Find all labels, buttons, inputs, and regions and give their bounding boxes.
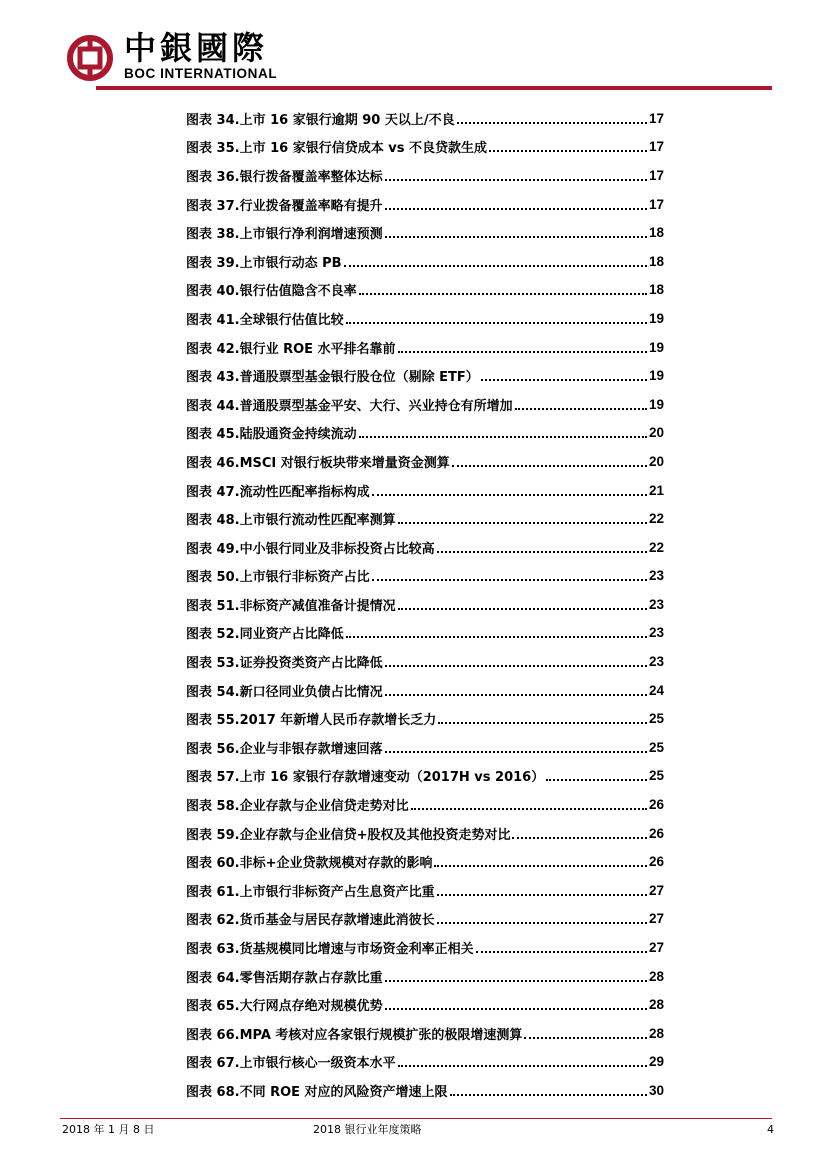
toc-entry-page: 17	[648, 139, 664, 155]
toc-entry-title: 普通股票型基金银行股仓位（剔除 ETF）	[239, 370, 479, 386]
toc-entry[interactable]	[186, 476, 664, 505]
toc-entry-page: 27	[648, 911, 664, 927]
page-header	[0, 0, 827, 96]
toc-entry-title: 陆股通资金持续流动	[239, 427, 357, 443]
toc-entry[interactable]	[186, 447, 664, 476]
toc-entry-label: 图表 66.	[186, 1027, 240, 1043]
toc-entry-title: 同业资产占比降低	[239, 627, 344, 643]
toc-dot-leader	[346, 635, 647, 638]
toc-entry-page: 26	[648, 854, 664, 870]
toc-entry-page: 28	[648, 997, 664, 1013]
toc-dot-leader	[385, 693, 647, 696]
toc-entry-page: 23	[648, 568, 664, 584]
toc-entry-title: 非标资产减值准备计提情况	[239, 598, 396, 614]
toc-entry-title: 证券投资类资产占比降低	[239, 656, 383, 672]
toc-entry-title: 流动性匹配率指标构成	[239, 484, 370, 500]
header-divider	[96, 86, 772, 90]
toc-dot-leader	[344, 264, 647, 267]
toc-entry-page: 17	[648, 196, 664, 212]
toc-entry[interactable]	[186, 1076, 664, 1105]
toc-dot-leader	[385, 207, 647, 210]
toc-dot-leader	[437, 893, 647, 896]
toc-entry-title: 行业拨备覆盖率略有提升	[239, 198, 383, 214]
toc-dot-leader	[398, 1064, 647, 1067]
toc-entry[interactable]	[186, 876, 664, 905]
toc-entry-title: 企业存款与企业信贷+股权及其他投资走势对比	[239, 827, 511, 843]
toc-entry-page: 20	[648, 453, 664, 469]
toc-entry-label: 图表 50.	[186, 570, 240, 586]
toc-dot-leader	[546, 778, 647, 781]
toc-dot-leader	[437, 550, 647, 553]
toc-entry[interactable]	[186, 962, 664, 991]
toc-entry-title: 不同 ROE 对应的风险资产增速上限	[239, 1084, 448, 1100]
toc-entry[interactable]	[186, 819, 664, 848]
toc-dot-leader	[515, 407, 647, 410]
toc-dot-leader	[359, 435, 647, 438]
toc-entry-label: 图表 57.	[186, 770, 240, 786]
toc-entry[interactable]	[186, 533, 664, 562]
toc-entry-title: 上市银行动态 PB	[239, 255, 342, 271]
toc-entry-page: 29	[648, 1054, 664, 1070]
toc-entry-page: 20	[648, 425, 664, 441]
toc-entry-page: 23	[648, 654, 664, 670]
toc-entry[interactable]	[186, 161, 664, 190]
toc-entry[interactable]	[186, 247, 664, 276]
toc-entry-page: 24	[648, 682, 664, 698]
footer-divider	[60, 1118, 772, 1119]
toc-entry-label: 图表 47.	[186, 484, 240, 500]
toc-dot-leader	[437, 921, 647, 924]
toc-entry-label: 图表 61.	[186, 884, 240, 900]
toc-entry-page: 30	[648, 1082, 664, 1098]
toc-dot-leader	[385, 235, 647, 238]
toc-entry-label: 图表 65.	[186, 999, 240, 1015]
toc-entry-page: 25	[648, 711, 664, 727]
toc-dot-leader	[359, 292, 647, 295]
boc-coin-logo-icon	[66, 34, 114, 82]
toc-entry-title: 银行估值隐含不良率	[239, 284, 357, 300]
toc-entry[interactable]	[186, 933, 664, 962]
toc-dot-leader	[398, 350, 647, 353]
toc-entry[interactable]	[186, 133, 664, 162]
toc-entry-title: 上市 16 家银行存款增速变动（2017H vs 2016）	[239, 770, 545, 786]
toc-entry-label: 图表 55.	[186, 713, 240, 729]
footer-page-number: 4	[767, 1123, 774, 1136]
toc-entry-title: 银行拨备覆盖率整体达标	[239, 169, 383, 185]
toc-entry[interactable]	[186, 733, 664, 762]
toc-entry[interactable]	[186, 704, 664, 733]
toc-entry[interactable]	[186, 419, 664, 448]
toc-entry-page: 17	[648, 167, 664, 183]
toc-dot-leader	[438, 721, 647, 724]
toc-entry-page: 23	[648, 596, 664, 612]
toc-entry-title: 普通股票型基金平安、大行、兴业持仓有所增加	[239, 398, 513, 414]
toc-entry-page: 17	[648, 110, 664, 126]
toc-dot-leader	[411, 807, 647, 810]
toc-entry-label: 图表 38.	[186, 227, 240, 243]
toc-dot-leader	[452, 464, 647, 467]
toc-entry-page: 27	[648, 882, 664, 898]
toc-entry-page: 26	[648, 797, 664, 813]
toc-entry-title: 上市 16 家银行信贷成本 vs 不良贷款生成	[239, 141, 487, 157]
toc-entry[interactable]	[186, 990, 664, 1019]
toc-entry[interactable]	[186, 847, 664, 876]
footer-report-title: 2018 银行业年度策略	[313, 1123, 422, 1136]
toc-entry[interactable]	[186, 590, 664, 619]
logo-chinese-name: 中銀國際	[124, 29, 269, 67]
toc-entry-page: 22	[648, 539, 664, 555]
toc-entry-page: 19	[648, 310, 664, 326]
toc-entry-page: 26	[648, 825, 664, 841]
toc-entry-label: 图表 67.	[186, 1056, 240, 1072]
toc-entry-label: 图表 63.	[186, 942, 240, 958]
toc-entry[interactable]	[186, 304, 664, 333]
toc-entry-label: 图表 56.	[186, 741, 240, 757]
toc-entry-title: 货基规模同比增速与市场资金利率正相关	[239, 942, 474, 958]
toc-entry-page: 23	[648, 625, 664, 641]
toc-entry-title: MSCI 对银行板块带来增量资金测算	[239, 455, 450, 471]
toc-entry-page: 27	[648, 940, 664, 956]
toc-entry-title: 企业存款与企业信贷走势对比	[239, 799, 409, 815]
toc-dot-leader	[489, 149, 647, 152]
footer-date: 2018 年 1 月 8 日	[62, 1123, 155, 1136]
toc-entry-page: 28	[648, 1025, 664, 1041]
toc-entry-label: 图表 36.	[186, 169, 240, 185]
toc-entry-page: 22	[648, 511, 664, 527]
toc-dot-leader	[385, 1007, 647, 1010]
toc-entry-title: 企业与非银存款增速回落	[239, 741, 383, 757]
toc-entry-page: 19	[648, 339, 664, 355]
toc-entry[interactable]	[186, 1048, 664, 1077]
toc-entry-label: 图表 37.	[186, 198, 240, 214]
toc-entry-title: 货币基金与居民存款增速此消彼长	[239, 913, 435, 929]
toc-entry[interactable]	[186, 619, 664, 648]
toc-dot-leader	[385, 178, 647, 181]
toc-entry-label: 图表 53.	[186, 656, 240, 672]
toc-entry-title: 上市银行净利润增速预测	[239, 227, 383, 243]
toc-dot-leader	[476, 950, 647, 953]
toc-entry-label: 图表 64.	[186, 970, 240, 986]
toc-dot-leader	[450, 1093, 647, 1096]
toc-entry[interactable]	[186, 504, 664, 533]
toc-dot-leader	[346, 321, 647, 324]
toc-entry-page: 19	[648, 396, 664, 412]
toc-entry[interactable]	[186, 647, 664, 676]
toc-entry-label: 图表 42.	[186, 341, 240, 357]
toc-entry[interactable]	[186, 676, 664, 705]
toc-dot-leader	[385, 664, 647, 667]
toc-entry-title: 零售活期存款占存款比重	[239, 970, 383, 986]
toc-entry-label: 图表 68.	[186, 1084, 240, 1100]
toc-dot-leader	[385, 750, 647, 753]
toc-entry[interactable]	[186, 276, 664, 305]
toc-entry-title: 全球银行估值比较	[239, 312, 344, 328]
toc-entry[interactable]	[186, 762, 664, 791]
toc-entry-label: 图表 41.	[186, 312, 240, 328]
toc-dot-leader	[524, 1036, 647, 1039]
toc-entry-label: 图表 59.	[186, 827, 240, 843]
toc-dot-leader	[512, 836, 647, 839]
toc-entry-label: 图表 54.	[186, 684, 240, 700]
toc-entry-page: 18	[648, 282, 664, 298]
toc-dot-leader	[385, 979, 647, 982]
toc-entry-label: 图表 45.	[186, 427, 240, 443]
toc-dot-leader	[398, 607, 647, 610]
toc-entry-title: 上市银行流动性匹配率测算	[239, 513, 396, 529]
toc-entry-title: 2017 年新增人民币存款增长乏力	[239, 713, 437, 729]
toc-entry-page: 28	[648, 968, 664, 984]
toc-dot-leader	[372, 493, 647, 496]
toc-entry-label: 图表 43.	[186, 370, 240, 386]
toc-entry-title: 银行业 ROE 水平排名靠前	[239, 341, 396, 357]
toc-entry-page: 18	[648, 253, 664, 269]
toc-entry[interactable]	[186, 790, 664, 819]
toc-entry-page: 25	[648, 768, 664, 784]
toc-entry-label: 图表 35.	[186, 141, 240, 157]
toc-entry[interactable]	[186, 190, 664, 219]
toc-entry-label: 图表 39.	[186, 255, 240, 271]
toc-entry[interactable]	[186, 905, 664, 934]
toc-dot-leader	[398, 521, 647, 524]
toc-entry-page: 25	[648, 739, 664, 755]
toc-entry-title: 非标+企业贷款规模对存款的影响	[239, 856, 433, 872]
toc-entry-title: 大行网点存绝对规模优势	[239, 999, 383, 1015]
toc-entry-title: 上市银行核心一级资本水平	[239, 1056, 396, 1072]
toc-entry-title: 上市 16 家银行逾期 90 天以上/不良	[239, 112, 455, 128]
toc-entry-label: 图表 48.	[186, 513, 240, 529]
toc-entry-page: 21	[648, 482, 664, 498]
toc-entry-label: 图表 60.	[186, 856, 240, 872]
toc-dot-leader	[481, 378, 647, 381]
toc-entry-label: 图表 34.	[186, 112, 240, 128]
toc-entry-title: 中小银行同业及非标投资占比较高	[239, 541, 435, 557]
toc-entry-page: 18	[648, 225, 664, 241]
toc-entry-title: 新口径同业负债占比情况	[239, 684, 383, 700]
toc-entry[interactable]	[186, 1019, 664, 1048]
toc-entry-label: 图表 44.	[186, 398, 240, 414]
toc-dot-leader	[372, 578, 647, 581]
toc-entry[interactable]	[186, 390, 664, 419]
toc-entry[interactable]	[186, 361, 664, 390]
toc-entry-page: 19	[648, 368, 664, 384]
toc-entry-title: 上市银行非标资产占生息资产比重	[239, 884, 435, 900]
toc-entry-label: 图表 62.	[186, 913, 240, 929]
toc-dot-leader	[457, 121, 647, 124]
figure-index-list	[186, 104, 664, 1105]
toc-dot-leader	[434, 864, 647, 867]
toc-entry-label: 图表 49.	[186, 541, 240, 557]
toc-entry-title: 上市银行非标资产占比	[239, 570, 370, 586]
toc-entry[interactable]	[186, 218, 664, 247]
logo-english-name: BOC INTERNATIONAL	[124, 66, 278, 81]
toc-entry-label: 图表 52.	[186, 627, 240, 643]
toc-entry-label: 图表 51.	[186, 598, 240, 614]
toc-entry-label: 图表 46.	[186, 455, 240, 471]
toc-entry[interactable]	[186, 104, 664, 133]
toc-entry-title: MPA 考核对应各家银行规模扩张的极限增速测算	[239, 1027, 523, 1043]
toc-entry[interactable]	[186, 562, 664, 591]
toc-entry-label: 图表 40.	[186, 284, 240, 300]
toc-entry[interactable]	[186, 333, 664, 362]
toc-entry-label: 图表 58.	[186, 799, 240, 815]
